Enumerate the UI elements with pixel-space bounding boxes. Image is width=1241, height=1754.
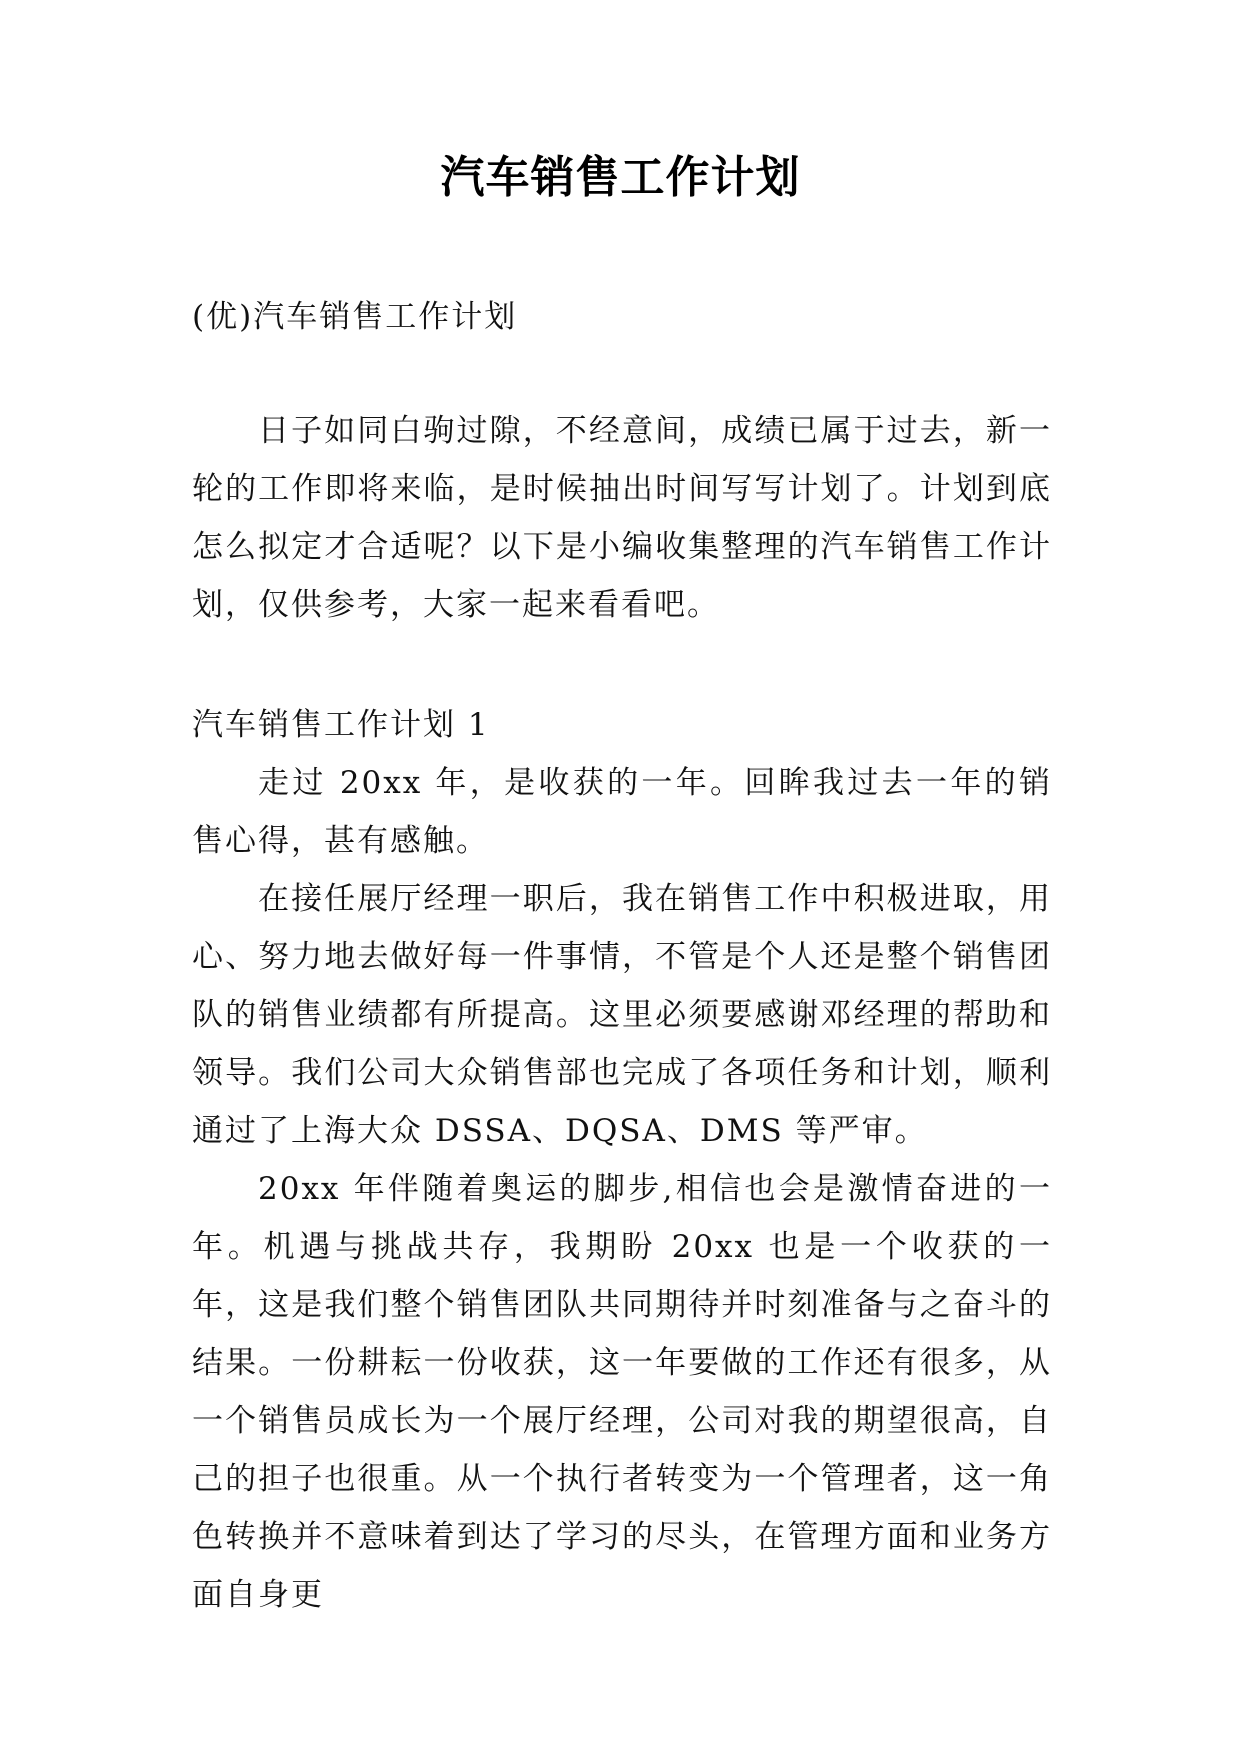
- document-subtitle: (优)汽车销售工作计划: [192, 299, 518, 335]
- body-paragraph-2: 在接任展厅经理一职后，我在销售工作中积极进取，用心、努力地去做好每一件事情，不管是个人还是整个销售团队的销售业绩都有所提高。这里必须要感谢邓经理的帮助和领导。我们公司大众销售部也完成了各项任务和计划，顺利通过了上海大众 DSSA、DQSA、DMS 等严审。: [192, 881, 1052, 1149]
- document-title: 汽车销售工作计划: [440, 152, 801, 203]
- intro-paragraph: 日子如同白驹过隙，不经意间，成绩已属于过去，新一轮的工作即将来临，是时候抽出时间写写计划了。计划到底怎么拟定才合适呢？以下是小编收集整理的汽车销售工作计划，仅供参考，大家一起来看看吧。: [192, 413, 1052, 623]
- body-paragraph-1: 走过 20xx 年，是收获的一年。回眸我过去一年的销售心得，甚有感触。: [192, 765, 1052, 859]
- section-heading: 汽车销售工作计划 1: [192, 707, 490, 743]
- body-paragraph-3: 20xx 年伴随着奥运的脚步,相信也会是激情奋进的一年。机遇与挑战共存，我期盼 20xx 也是一个收获的一年，这是我们整个销售团队共同期待并时刻准备与之奋斗的结果。一份耕耘一份收获，这一年要做的工作还有很多，从一个销售员成长为一个展厅经理，公司对我的期望很高，自己的担子也很重。从一个执行者转变为一个管理者，这一角色转换并不意味着到达了学习的尽头，在管理方面和业务方面自身更: [192, 1171, 1052, 1613]
